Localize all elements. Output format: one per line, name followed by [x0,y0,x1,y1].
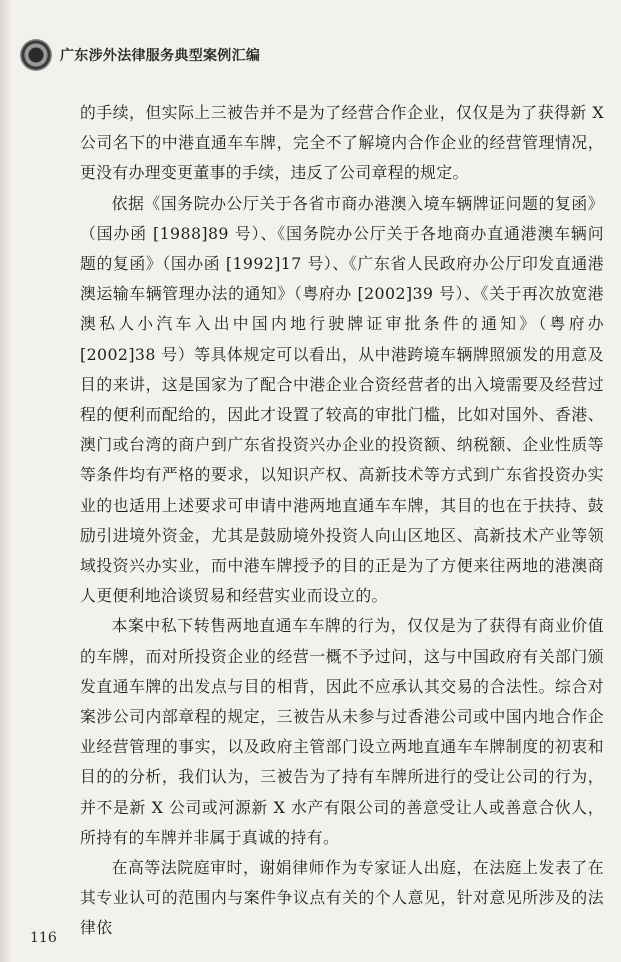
paragraph-2: 依据《国务院办公厅关于各省市商办港澳入境车辆牌证问题的复函》（国办函 [1988]89 号）、《国务院办公厅关于各地商办直通港澳车辆问题的复函》（国办函 [1992]17 号）、《广东省人民政府办公厅印发直通港澳运输车辆管理办法的通知》（粤府办 [2002]39 号）、《关于再次放宽港澳私人小汽车入出中国内地行驶牌证审批条件的通知》（粤府办 [2002]38 号）等具体规定可以看出，从中港跨境车辆牌照颁发的用意及目的来讲，这是国家为了配合中港企业合资经营者的出入境需要及经营过程的便利而配给的，因此才设置了较高的审批门槛，比如对国外、香港、澳门或台湾的商户到广东省投资兴办企业的投资额、纳税额、企业性质等等条件均有严格的要求，以知识产权、高新技术等方式到广东省投资办实业的也适用上述要求可申请中港两地直通车车牌，其目的也在于扶持、鼓励引进境外资金，尤其是鼓励境外投资人向山区地区、高新技术产业等领域投资兴办实业，而中港车牌授予的目的正是为了方便来往两地的港澳商人更便利地洽谈贸易和经营实业而设立的。 [80,193,604,606]
paragraph-3: 本案中私下转售两地直通车车牌的行为，仅仅是为了获得有商业价值的车牌，而对所投资企业的经营一概不予过问，这与中国政府有关部门颁发直通车牌的出发点与目的相背，因此不应承认其交易的合法性。综合对案涉公司内部章程的规定，三被告从未参与过香港公司或中国内地合作企业经营管理的事实，以及政府主管部门设立两地直通车车牌制度的初衷和目的的分析，我们认为，三被告为了持有车牌所进行的受让公司的行为，并不是新 X 公司或河源新 X 水产有限公司的善意受让人或善意合伙人，所持有的车牌并非属于真诚的持有。 [80,616,604,847]
paragraph-4: 在高等法院庭审时，谢娟律师作为专家证人出庭，在法庭上发表了在其专业认可的范围内与案件争议点有关的个人意见，针对意见所涉及的法律依 [80,858,604,938]
body-text [80,98,604,944]
running-header [20,38,260,72]
emblem-seal-icon [20,39,52,71]
paragraph-1: 的手续，但实际上三被告并不是为了经营合作企业，仅仅是为了获得新 X 公司名下的中港直通车车牌，完全不了解境内合作企业的经营管理情况，更没有办理变更董事的手续，违反了公司章程的规定。 [80,103,604,183]
page-number: 116 [30,930,57,946]
book-title: 广东涉外法律服务典型案例汇编 [60,48,261,64]
page-binding-edge [0,0,12,962]
